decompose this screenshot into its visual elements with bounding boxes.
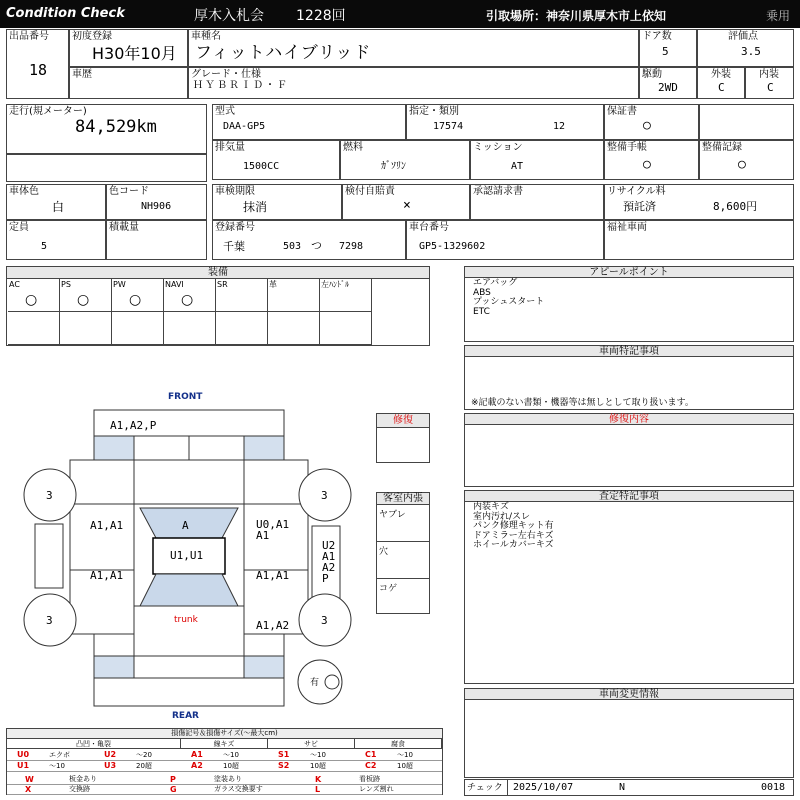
interior-items	[377, 505, 429, 616]
front-left-door-damage: A1,A1	[90, 519, 124, 532]
mileage: 84,529km	[75, 117, 157, 137]
legend-desc: 交換跡	[69, 785, 90, 793]
capacity: 5	[41, 241, 48, 252]
designation-label: 指定・類別	[409, 106, 459, 117]
load-box	[106, 220, 207, 260]
equipment-item	[8, 279, 60, 345]
equipment-item-label: SR	[217, 280, 228, 289]
recycle-fee: 8,600円	[713, 200, 758, 213]
right-side-damage: U2 A1 A2 P	[322, 539, 336, 585]
maintenance-record-label: 整備記録	[702, 142, 742, 153]
legend-desc: 10超	[223, 762, 239, 770]
body-color: 白	[52, 200, 65, 214]
drive: 2WD	[658, 81, 678, 94]
fuel-box	[340, 140, 470, 180]
legend-group: 線キズ	[181, 739, 268, 749]
equipment-item-label: AC	[9, 280, 20, 289]
mission-label: ミッション	[473, 142, 523, 153]
interior-item: ヤブレ	[377, 505, 429, 542]
approval-box	[470, 184, 604, 220]
equipment-item	[268, 279, 320, 345]
interior-grade-box	[745, 67, 794, 99]
legend-desc: レンズ割れ	[359, 785, 394, 793]
legend-desc: 看板跡	[359, 775, 380, 783]
warranty-label: 保証書	[607, 106, 637, 117]
registration-class: 503	[283, 241, 302, 252]
pickup-location: 引取場所：神奈川県厚木市上依知	[486, 9, 667, 23]
legend-panel	[6, 728, 443, 795]
legend-code: C1	[365, 750, 377, 759]
vehicle-category: 乗用	[766, 9, 791, 23]
legend-desc: 板金あり	[69, 775, 97, 783]
score-box	[697, 29, 794, 67]
vehicle-change-title: 車両変更情報	[465, 689, 793, 700]
auction-session: 1228回	[296, 8, 346, 24]
maintenance-record-mark: ○	[738, 157, 746, 172]
auction-name: 厚木入札会	[194, 8, 264, 24]
legend-group: 凸凹・亀裂	[7, 739, 181, 749]
equipment-item	[216, 279, 268, 345]
header-bar	[0, 0, 800, 28]
legend-desc: ガラス交換要す	[214, 785, 263, 793]
warranty-blank-box	[699, 104, 794, 140]
legend-desc: 〜10	[223, 751, 239, 759]
front-right-door-damage: U0,A1 A1	[256, 518, 290, 542]
recycle-label: リサイクル料	[607, 186, 666, 197]
inspection-label: 車検期限	[215, 186, 255, 197]
grade-label: グレード・仕様	[191, 69, 261, 80]
mileage-box	[6, 104, 207, 154]
repair-panel	[464, 413, 794, 487]
legend-code: U1	[17, 761, 30, 770]
assessment-notes-title: 査定特記事項	[465, 491, 793, 502]
legend-code: K	[315, 775, 322, 784]
lot-number: 18	[29, 61, 48, 79]
equipment-item	[164, 279, 216, 345]
assessment-note-line: ホイールカバーキズ	[473, 540, 554, 550]
front-label: FRONT	[168, 392, 203, 402]
hood-damage: A	[182, 519, 189, 532]
registration-box	[212, 220, 406, 260]
legend-code: U0	[17, 750, 30, 759]
repair-title: 修復内容	[465, 414, 793, 425]
capacity-box	[6, 220, 106, 260]
rear-left-door-damage: A1,A1	[90, 569, 124, 582]
check-date: 2025/10/07	[513, 782, 574, 793]
equipment-panel	[6, 266, 430, 346]
legend-group: 腐食	[355, 739, 442, 749]
equipment-item-label: PS	[61, 280, 71, 289]
registration-number: 7298	[339, 241, 364, 252]
legend-group: サビ	[268, 739, 355, 749]
equipment-row	[7, 279, 429, 345]
special-notes-title: 車両特記事項	[465, 346, 793, 357]
equipment-item	[320, 279, 372, 345]
color-code: NH906	[141, 201, 172, 212]
rear-right-quarter-damage: A1,A2	[256, 619, 290, 632]
equipment-item-mark: ○	[77, 292, 90, 308]
registration-kana: つ	[311, 239, 322, 252]
history-label: 車歴	[72, 69, 92, 80]
special-notes-disclaimer: ※記載のない書類・機器等は無しとして取り扱います。	[471, 398, 694, 408]
inspection: 抹消	[243, 200, 268, 214]
displacement: 1500CC	[243, 161, 280, 172]
drive-box	[639, 67, 697, 99]
fuel: ｶﾞｿﾘﾝ	[381, 161, 406, 172]
repair-box	[376, 413, 430, 463]
assessment-note-line: パンク修理キット有	[473, 521, 554, 531]
exterior-grade: C	[718, 81, 725, 94]
lot-number-box	[6, 29, 69, 99]
legend-code: S2	[278, 761, 290, 770]
equipment-item-label: PW	[113, 280, 126, 289]
color-code-label: 色コード	[109, 186, 149, 197]
maintenance-mark: ○	[643, 157, 651, 172]
welfare-box	[604, 220, 794, 260]
equipment-title: 装備	[7, 267, 429, 279]
body-color-label: 車体色	[9, 186, 39, 197]
car-name: フィットハイブリッド	[195, 43, 372, 63]
appeal-line: エアバッグ	[473, 278, 518, 288]
exterior-grade-label: 外装	[711, 69, 731, 80]
score-label: 評価点	[728, 31, 758, 42]
doors-label: ドア数	[642, 31, 672, 42]
legend-rows	[7, 749, 442, 773]
classification-number: 12	[553, 121, 566, 132]
recycle-status: 預託済	[623, 200, 656, 213]
assessment-notes-lines	[473, 503, 554, 551]
first-registration: H30年10月	[92, 44, 177, 63]
front-bumper-damage: A1,A2,P	[110, 419, 157, 432]
doors-box	[639, 29, 697, 67]
appeal-title: アピールポイント	[465, 267, 793, 278]
tire-front-right: 3	[321, 489, 328, 502]
interior-grade-label: 内装	[759, 69, 779, 80]
tire-rear-right: 3	[321, 614, 328, 627]
exterior-grade-box	[697, 67, 745, 99]
grade-box	[188, 67, 639, 99]
assessment-note-line: 室内汚れ/スレ	[473, 511, 531, 522]
equipment-item-mark: ○	[129, 292, 142, 308]
recycle-box	[604, 184, 794, 220]
tire-front-left: 3	[46, 489, 53, 502]
legend-desc: 10超	[397, 762, 413, 770]
vehicle-diagram	[0, 380, 440, 725]
special-notes-panel	[464, 345, 794, 410]
repair-box-title: 修復	[377, 414, 429, 428]
mission: AT	[511, 161, 524, 172]
legend-code: W	[25, 775, 34, 784]
lot-number-label: 出品番号	[9, 31, 49, 42]
mileage-sub-box	[6, 154, 207, 182]
legend-code: L	[315, 785, 321, 794]
displacement-label: 排気量	[215, 142, 245, 153]
legend-code: C2	[365, 761, 377, 770]
maintenance-record-box	[699, 140, 794, 180]
score: 3.5	[741, 45, 761, 58]
doors: 5	[662, 45, 669, 58]
appeal-lines	[473, 279, 544, 317]
first-registration-box	[69, 29, 188, 67]
warranty-mark: ○	[643, 118, 651, 133]
legend-code: S1	[278, 750, 290, 759]
interior-item: コゲ	[379, 584, 398, 594]
roof-damage: U1,U1	[170, 549, 204, 562]
rear-right-door-damage: A1,A1	[256, 569, 290, 582]
legend-code: G	[170, 785, 177, 794]
registration-area: 千葉	[223, 240, 245, 253]
legend-title: 損傷記号＆損傷サイズ(〜最大cm)	[7, 729, 442, 739]
equipment-item-label: 革	[269, 280, 277, 289]
interior-box	[376, 492, 430, 614]
interior-item: 穴	[377, 542, 429, 579]
registration-label: 登録番号	[215, 222, 255, 233]
insurance: ×	[403, 198, 411, 213]
check-code: N	[619, 782, 626, 793]
rear-label: REAR	[172, 711, 199, 721]
check-number: 0018	[761, 782, 786, 793]
legend-desc: 〜10	[310, 751, 326, 759]
interior-grade: C	[767, 81, 774, 94]
displacement-box	[212, 140, 340, 180]
legend-desc: 20超	[136, 762, 152, 770]
tire-rear-left: 3	[46, 614, 53, 627]
appeal-line: ETC	[473, 306, 490, 317]
insurance-box	[342, 184, 470, 220]
warranty-box	[604, 104, 699, 140]
inspection-box	[212, 184, 342, 220]
color-code-box	[106, 184, 207, 220]
legend-code: U2	[104, 750, 117, 759]
equipment-item	[112, 279, 164, 345]
capacity-label: 定員	[9, 222, 29, 233]
car-name-label: 車種名	[191, 31, 221, 42]
legend-code: X	[25, 785, 32, 794]
mileage-label: 走行(規メーター)	[9, 106, 87, 117]
interior-box-title: 客室内張	[377, 493, 429, 505]
legend-desc: 〜20	[136, 751, 152, 759]
model-box	[212, 104, 406, 140]
vehicle-outline	[0, 380, 440, 725]
spare-tire-label: 有	[310, 678, 320, 688]
model: DAA-GP5	[223, 121, 266, 132]
check-label: チェック	[467, 783, 503, 793]
equipment-item-mark: ○	[181, 292, 194, 308]
legend-code: A1	[191, 750, 203, 759]
chassis-number: GP5-1329602	[419, 241, 486, 252]
assessment-notes-panel	[464, 490, 794, 684]
appeal-line: ABS	[473, 287, 491, 298]
appeal-line: プッシュスタート	[473, 297, 545, 307]
legend-desc: エクボ	[49, 751, 70, 759]
chassis-label: 車台番号	[409, 222, 449, 233]
legend-desc: 塗装あり	[214, 775, 242, 783]
assessment-note-line: 内装キズ	[473, 502, 509, 512]
grade: ＨＹＢＲＩＤ・Ｆ	[193, 80, 289, 91]
legend-code: P	[170, 775, 176, 784]
appeal-panel	[464, 266, 794, 342]
history-box	[69, 67, 188, 99]
insurance-label: 検付自賠責	[345, 186, 395, 197]
legend-codes2	[7, 774, 442, 796]
form-title: Condition Check	[6, 6, 125, 21]
mission-box	[470, 140, 604, 180]
designation-box	[406, 104, 604, 140]
car-name-box	[188, 29, 639, 67]
equipment-item-mark: ○	[25, 292, 38, 308]
legend-desc: 〜10	[397, 751, 413, 759]
fuel-label: 燃料	[343, 142, 363, 153]
equipment-item-label: 左ﾊﾝﾄﾞﾙ	[321, 280, 349, 289]
maintenance-label: 整備手帳	[607, 142, 647, 153]
first-registration-label: 初度登録	[72, 31, 112, 42]
chassis-box	[406, 220, 604, 260]
legend-code: U3	[104, 761, 117, 770]
vehicle-change-panel	[464, 688, 794, 778]
check-bar	[464, 779, 794, 796]
model-label: 型式	[215, 106, 235, 117]
assessment-note-line: ドアミラー左右キズ	[473, 530, 554, 541]
maintenance-box	[604, 140, 699, 180]
legend-desc: 〜10	[49, 762, 65, 770]
legend-groups	[7, 739, 442, 749]
legend-desc: 10超	[310, 762, 326, 770]
load-label: 積載量	[109, 222, 139, 233]
equipment-item-label: NAVI	[165, 280, 184, 289]
designation-number: 17574	[433, 121, 464, 132]
trunk-label: trunk	[174, 615, 198, 625]
drive-label: 駆動	[642, 69, 662, 80]
approval-label: 承認請求書	[473, 186, 523, 197]
equipment-item	[60, 279, 112, 345]
body-color-box	[6, 184, 106, 220]
welfare-label: 福祉車両	[607, 222, 647, 233]
legend-code: A2	[191, 761, 203, 770]
